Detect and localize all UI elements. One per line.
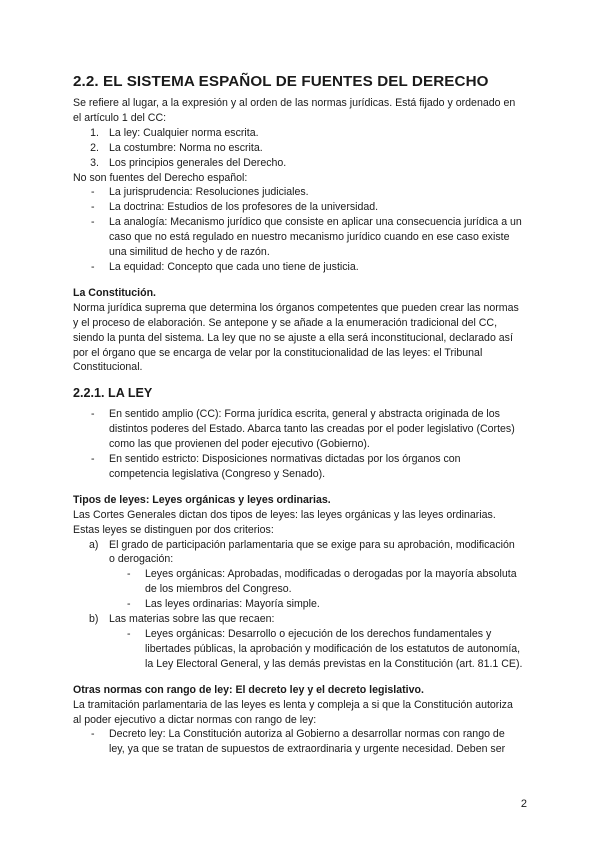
sub-list-item: - Leyes orgánicas: Desarrollo o ejecución de los derechos fundamentales y libertades públicas, la aprobación y modificación de los estatutos de autonomía, la Ley Electoral General, y las demás previstas en la Constitución (art. 81.1 CE). (127, 628, 523, 670)
list-item: 2. La costumbre: Norma no escrita. (90, 141, 263, 154)
list-item: 1. La ley: Cualquier norma escrita. (90, 126, 259, 139)
tipos-title: Tipos de leyes: Leyes orgánicas y leyes ordinarias. (73, 493, 331, 506)
list-item: - Decreto ley: La Constitución autoriza al Gobierno a desarrollar normas con rango de ley, ya que se tratan de supuestos de extraordinaria y urgente necesidad. Deben ser (91, 728, 506, 756)
not-sources-list (73, 185, 523, 274)
list-item: - En sentido estricto: Disposiciones normativas dictadas por los órganos con competencia legislativa (Congreso y Senado). (91, 453, 461, 480)
list-item: b) Las materias sobre las que recaen: (89, 613, 275, 626)
intro-paragraph: Se refiere al lugar, a la expresión y al orden de las normas jurídicas. Está fijado y ordenado en el artículo 1 del CC: (73, 97, 516, 124)
document-page (73, 72, 523, 757)
list-item: - En sentido amplio (CC): Forma jurídica escrita, general y abstracta originada de los distintos poderes del Estado. Abarca tanto las creadas por el poder legislativo (Cortes) como las que provienen del poder ejecutivo (Gobierno). (91, 408, 515, 451)
not-sources-intro: No son fuentes del Derecho español: (73, 171, 248, 184)
constitucion-paragraph: Norma jurídica suprema que determina los órganos competentes que pueden crear las normas y el proceso de elaboración. Se antepone y se añade a la enumeración tradicional del CC, siendo la punta del sistema. La ley que no se ajuste a ella será inconstitucional, declarado así por el órgano que se encarga de velar por la constitucionalidad de las leyes: el Tribunal Constitucional. (73, 301, 519, 374)
sub-list-item: - Leyes orgánicas: Aprobadas, modificadas o derogadas por la mayoría absoluta de los miembros del Congreso. (127, 568, 517, 596)
tipos-paragraph: Las Cortes Generales dictan dos tipos de leyes: las leyes orgánicas y las leyes ordinarias. Estas leyes se distinguen por dos criterios: (73, 508, 496, 536)
list-item: 3. Los principios generales del Derecho. (90, 156, 287, 169)
list-item: - La analogía: Mecanismo jurídico que consiste en aplicar una consecuencia jurídica a un caso que no está regulado en nuestro mecanismo jurídico cuando en ese caso existe una similitud de hecho y de razón. (91, 216, 522, 259)
list-item: - La jurisprudencia: Resoluciones judiciales. (91, 186, 309, 199)
criteria-list (73, 538, 523, 672)
section-heading: 2.2. EL SISTEMA ESPAÑOL DE FUENTES DEL DERECHO (73, 73, 489, 90)
constitucion-title: La Constitución. (73, 286, 156, 299)
otras-paragraph: La tramitación parlamentaria de las leyes es lenta y compleja a si que la Constitución autoriza al poder ejecutivo a dictar normas con rango de ley: (73, 698, 513, 726)
list-item: a) El grado de participación parlamentaria que se exige para su aprobación, modificación o derogación: (89, 538, 515, 566)
page-number: 2 (520, 798, 527, 810)
subsection-heading: 2.2.1. LA LEY (73, 386, 153, 401)
list-item: - La equidad: Concepto que cada uno tiene de justicia. (91, 260, 359, 273)
ley-list (73, 407, 523, 482)
sub-list-item: - Las leyes ordinarias: Mayoría simple. (127, 598, 320, 611)
list-item: - La doctrina: Estudios de los profesores de la universidad. (91, 201, 379, 214)
otras-title: Otras normas con rango de ley: El decreto ley y el decreto legislativo. (73, 683, 424, 696)
sources-list (73, 126, 523, 171)
otras-list (73, 727, 523, 757)
